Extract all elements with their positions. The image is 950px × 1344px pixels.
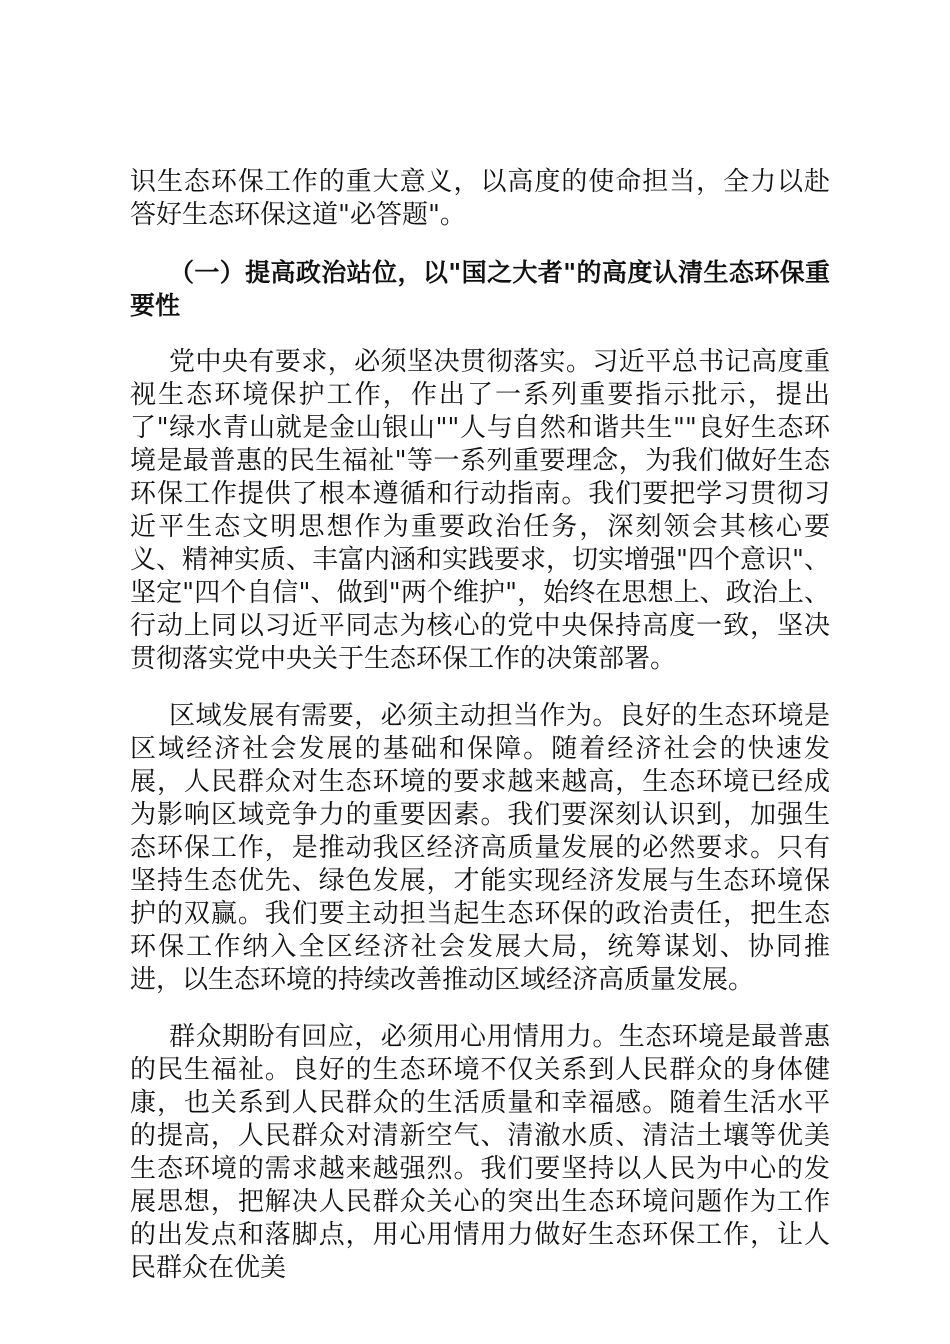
body-paragraph-2: 区域发展有需要，必须主动担当作为。良好的生态环境是区域经济社会发展的基础和保障。随着经济社会的快速发展，人民群众对生态环境的要求越来越高，生态环境已经成为影响区域竞争力的重要因素。我们要深刻认识到，加强生态环保工作，是推动我区经济高质量发展的必然要求。只有坚持生态优先、绿色发展，才能实现经济发展与生态环境保护的双赢。我们要主动担当起生态环保的政治责任，把生态环保工作纳入全区经济社会发展大局，统筹谋划、协同推进，以生态环境的持续改善推动区域经济高质量发展。 (130, 701, 830, 995)
body-paragraph-1: 党中央有要求，必须坚决贯彻落实。习近平总书记高度重视生态环境保护工作，作出了一系列重要指示批示，提出了"绿水青山就是金山银山""人与自然和谐共生""良好生态环境是最普惠的民生福祉"等一系列重要理念，为我们做好生态环保工作提供了根本遵循和行动指南。我们要把学习贯彻习近平生态文明思想作为重要政治任务，深刻领会其核心要义、精神实质、丰富内涵和实践要求，切实增强"四个意识"、坚定"四个自信"、做到"两个维护"，始终在思想上、政治上、行动上同以习近平同志为核心的党中央保持高度一致，坚决贯彻落实党中央关于生态环保工作的决策部署。 (130, 347, 830, 674)
document-body (130, 166, 830, 1309)
body-paragraph-3: 群众期盼有回应，必须用心用情用力。生态环境是最普惠的民生福祉。良好的生态环境不仅关系到人民群众的身体健康，也关系到人民群众的生活质量和幸福感。随着生活水平的提高，人民群众对清新空气、清澈水质、清洁土壤等优美生态环境的需求越来越强烈。我们要坚持以人民为中心的发展思想，把解决人民群众关心的突出生态环境问题作为工作的出发点和落脚点，用心用情用力做好生态环保工作，让人民群众在优美 (130, 1022, 830, 1283)
opening-continuation-paragraph: 识生态环保工作的重大意义，以高度的使命担当，全力以赴答好生态环保这道"必答题"。 (130, 167, 830, 230)
section-heading: （一）提高政治站位，以"国之大者"的高度认清生态环保重要性 (130, 258, 830, 320)
